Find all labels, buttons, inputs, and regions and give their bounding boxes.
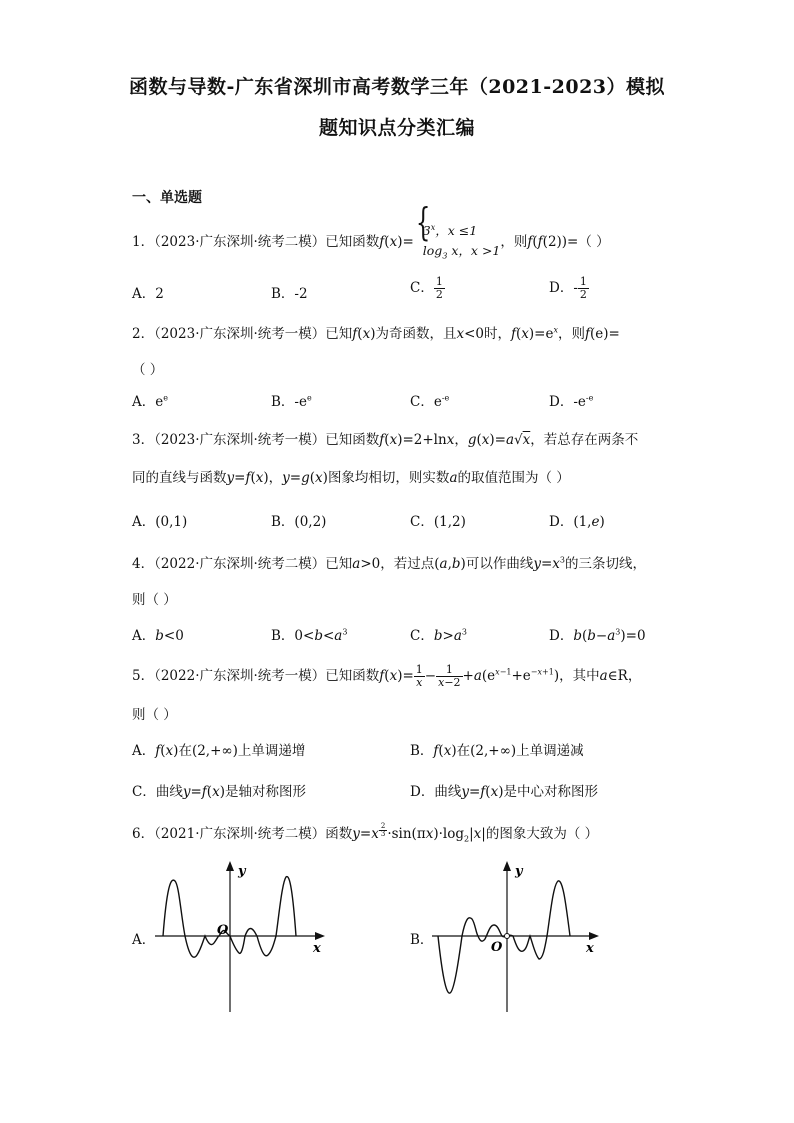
q6-option-a-graph[interactable] (155, 855, 330, 1015)
question-2-stem: 2．（2023·广东深圳·统考一模）已知f(x)为奇函数，且x<0时，$f(x)=e^x$，则f(e)= (132, 325, 620, 342)
q5-option-b[interactable]: B．f(x)在(2,+∞)上单调递减 (410, 743, 584, 759)
graph-b-x-label: x (586, 941, 594, 956)
q4-option-c[interactable]: C．$b>a^3$ (410, 627, 467, 644)
question-4-stem: 4．（2022·广东深圳·统考二模）已知a>0，若过点(a,b)可以作曲线$y=x^3$的三条切线， (132, 555, 646, 572)
q4-option-b[interactable]: B．$0<b<a^3$ (271, 627, 348, 644)
q3-option-b[interactable]: B．(0,2) (271, 514, 327, 530)
q2-option-b[interactable]: B．$-e^e$ (271, 393, 312, 410)
q2-option-d[interactable]: D．$-e^{-e}$ (549, 393, 594, 410)
graph-b-origin-label: O (491, 940, 503, 955)
question-3-stem-line2: 同的直线与函数y=f(x)，y=g(x)图象均相切，则实数a的取值范围为（ ） (132, 470, 570, 486)
q6-option-b-label[interactable]: B． (410, 932, 434, 948)
q3-option-c[interactable]: C．(1,2) (410, 514, 466, 530)
q3-option-a[interactable]: A．(0,1) (132, 514, 188, 530)
q1-option-a[interactable]: A．2 (132, 286, 164, 302)
question-4-stem-line2: 则（ ） (132, 592, 177, 608)
q5-option-a[interactable]: A．f(x)在(2,+∞)上单调递增 (132, 743, 306, 759)
question-6-stem: 6．（2021·广东深圳·统考二模）函数y=x $^{\frac{2}{3}}$ $\cdot\sin(\pi x)\cdot\log_2|x|$的图象大致为（ ） (132, 822, 599, 844)
question-1-stem: 1．（2023·广东深圳·统考二模）已知函数f(x)={ 3$^x$，x ≤1 $\log_3 x$，x >1，则f(f(2))=（ ） (132, 218, 610, 267)
q1-option-c[interactable]: C． $\frac{1}{2}$ (410, 275, 443, 301)
q2-option-a[interactable]: A．$e^e$ (132, 393, 168, 410)
question-3-stem: 3．（2023·广东深圳·统考一模）已知函数f(x)=2+lnx，g(x)=a√x，若总存在两条不 (132, 432, 639, 448)
q1-option-b[interactable]: B．-2 (271, 286, 308, 302)
q1-option-d[interactable]: D．- $\frac{1}{2}$ (549, 275, 587, 301)
graph-a-origin-label: O (217, 923, 229, 938)
doc-title-line1: 函数与导数-广东省深圳市高考数学三年（2021-2023）模拟 (128, 76, 666, 98)
graph-b-y-label: y (515, 864, 523, 879)
q2-option-c[interactable]: C．$e^{-e}$ (410, 393, 450, 410)
question-5-stem: 5．（2022·广东深圳·统考一模）已知函数f(x)= $\frac{1}{x}$ − $\frac{1}{x-2}$ $+a(e^{x-1}+e^{-x+1})$，其中a∈R， (132, 663, 642, 689)
q5-option-c[interactable]: C．曲线y=f(x)是轴对称图形 (132, 784, 306, 800)
q4-option-a[interactable]: A．b<0 (132, 628, 184, 644)
q6-option-b-graph[interactable] (432, 855, 607, 1015)
q3-option-d[interactable]: D．(1,e) (549, 514, 605, 530)
q5-option-d[interactable]: D．曲线y=f(x)是中心对称图形 (410, 784, 598, 800)
q6-option-a-label[interactable]: A． (132, 932, 156, 948)
doc-title-line2: 题知识点分类汇编 (318, 117, 475, 139)
section-heading: 一、单选题 (132, 190, 202, 206)
question-2-stem-line2: （ ） (132, 362, 164, 378)
graph-a-x-label: x (313, 941, 321, 956)
piecewise-function: { 3$^x$，x ≤1 $\log_3 x$，x >1 (414, 218, 501, 267)
graph-a-y-label: y (238, 864, 246, 879)
question-5-stem-line2: 则（ ） (132, 707, 177, 723)
q4-option-d[interactable]: D．$b(b-a^3)=0$ (549, 627, 646, 644)
